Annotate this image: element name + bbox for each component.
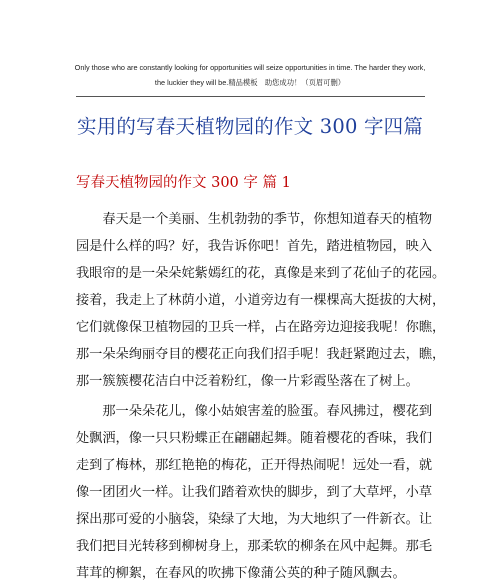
paragraph-line: 走到了梅林，那红艳艳的梅花，正开得热闹呢！远处一看，就: [76, 458, 433, 473]
section-heading: 写春天植物园的作文 300 字 篇 1: [76, 175, 291, 191]
paragraph-2: [76, 398, 433, 587]
paragraph-line: 园是什么样的吗？好，我告诉你吧！首先，踏进植物园，映入: [76, 239, 433, 254]
paragraph-line: 那一簇簇樱花洁白中泛着粉红，像一片彩霞坠落在了树上。: [76, 374, 419, 389]
paragraph-line: 探出那可爱的小脑袋，染绿了大地，为大地织了一件新衣。让: [76, 512, 433, 527]
paragraph-line: 春天是一个美丽、生机勃勃的季节，你想知道春天的植物: [76, 212, 433, 227]
header-line-2: the luckier they will be.精品模板 助您成功！（页眉可删）: [154, 78, 346, 87]
paragraph-line: 那一朵朵花儿，像小姑娘害羞的脸蛋。春风拂过，樱花到: [76, 404, 433, 419]
page-header: [60, 60, 440, 90]
header-divider: [76, 96, 425, 97]
paragraph-line: 我眼帘的是一朵朵姹紫嫣红的花，真像是来到了花仙子的花园。: [76, 266, 446, 281]
paragraph-line: 我们把目光转移到柳树身上，那柔软的柳条在风中起舞。那毛: [76, 539, 433, 554]
paragraph-line: 处飘洒，像一只只粉蝶正在翩翩起舞。随着樱花的香味，我们: [76, 431, 433, 446]
paragraph-line: 像一团团火一样。让我们踏着欢快的脚步，到了大草坪，小草: [76, 485, 433, 500]
paragraph-1: [76, 206, 446, 395]
header-line-1: Only those who are constantly looking for opportunities will seize opportunities in time. The harder they work,: [74, 63, 426, 72]
paragraph-line: 茸茸的柳絮，在春风的吹拂下像蒲公英的种子随风飘去。: [76, 566, 406, 581]
document-title: 实用的写春天植物园的作文 300 字四篇: [76, 115, 424, 138]
paragraph-line: 接着，我走上了林荫小道，小道旁边有一棵棵高大挺拔的大树，: [76, 293, 446, 308]
paragraph-line: 它们就像保卫植物园的卫兵一样，占在路旁边迎接我呢！你瞧，: [76, 320, 446, 335]
paragraph-line: 那一朵朵绚丽夺目的樱花正向我们招手呢！我赶紧跑过去，瞧，: [76, 347, 446, 362]
